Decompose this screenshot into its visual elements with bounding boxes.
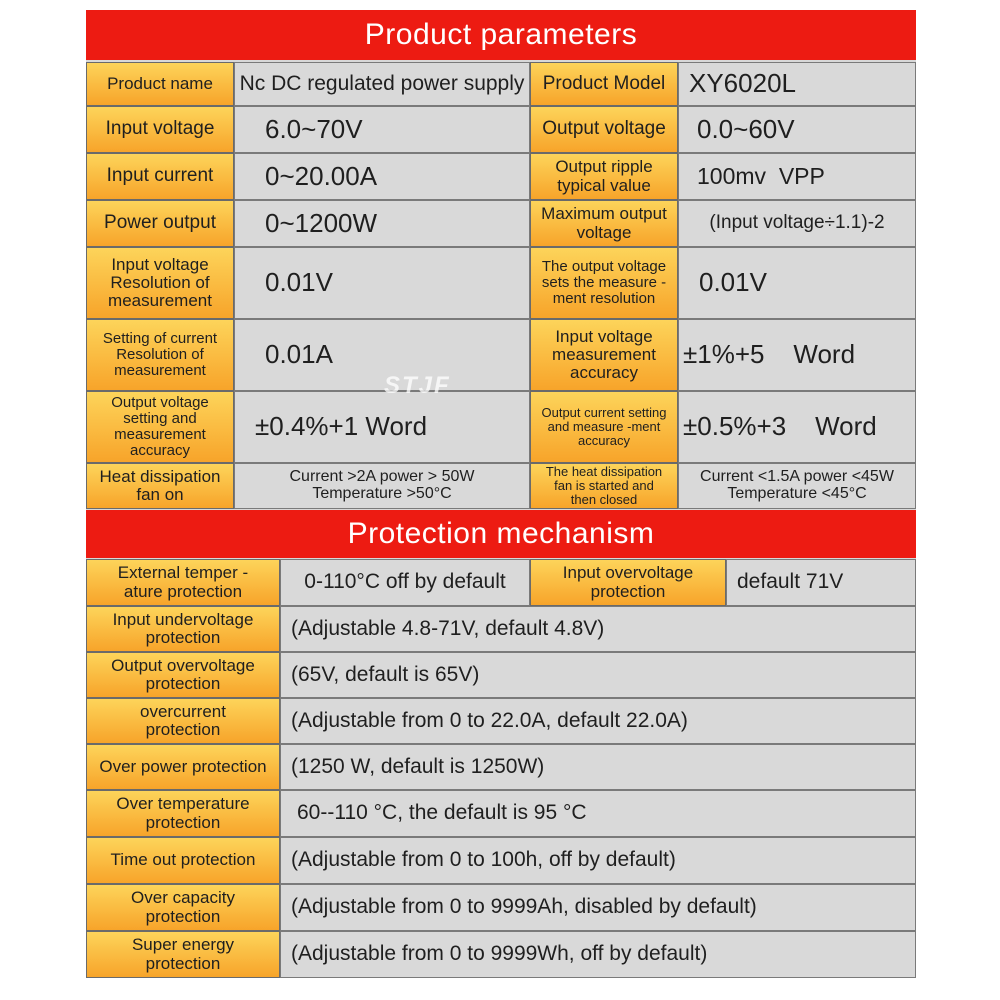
label-fan-off: The heat dissipation fan is started and then closed — [530, 463, 678, 509]
watermark: STJF — [384, 372, 451, 399]
label-current-resolution: Setting of current Resolution of measurement — [86, 319, 234, 391]
value-overcurrent: (Adjustable from 0 to 22.0A, default 22.0A) — [280, 698, 916, 744]
value-fan-off: Current <1.5A power <45W Temperature <45°C — [678, 463, 916, 509]
label-output-voltage-accuracy: Output voltage setting and measurement accuracy — [86, 391, 234, 463]
value-input-overvoltage: default 71V — [726, 559, 916, 606]
label-product-model: Product Model — [530, 62, 678, 106]
label-input-current: Input current — [86, 153, 234, 200]
value-output-voltage-accuracy: ±0.4%+1 Word — [234, 391, 530, 463]
label-over-temperature: Over temperature protection — [86, 790, 280, 837]
label-input-undervoltage: Input undervoltage protection — [86, 606, 280, 652]
value-current-resolution: 0.01A — [234, 319, 530, 391]
value-product-name: Nc DC regulated power supply — [234, 62, 530, 106]
value-max-output-voltage: (Input voltage÷1.1)-2 — [678, 200, 916, 247]
label-input-overvoltage: Input overvoltage protection — [530, 559, 726, 606]
label-max-output-voltage: Maximum output voltage — [530, 200, 678, 247]
label-over-power: Over power protection — [86, 744, 280, 790]
value-output-voltage: 0.0~60V — [678, 106, 916, 153]
value-input-undervoltage: (Adjustable 4.8-71V, default 4.8V) — [280, 606, 916, 652]
label-fan-on: Heat dissipation fan on — [86, 463, 234, 509]
label-super-energy: Super energy protection — [86, 931, 280, 978]
spec-sheet — [86, 10, 916, 978]
value-input-voltage-accuracy: ±1%+5 Word — [678, 319, 916, 391]
label-input-voltage-resolution: Input voltage Resolution of measurement — [86, 247, 234, 319]
value-super-energy: (Adjustable from 0 to 9999Wh, off by default) — [280, 931, 916, 978]
label-external-temperature: External temper -ature protection — [86, 559, 280, 606]
label-time-out: Time out protection — [86, 837, 280, 884]
label-output-current-accuracy: Output current setting and measure -ment accuracy — [530, 391, 678, 463]
label-output-voltage-resolution: The output voltage sets the measure -ment resolution — [530, 247, 678, 319]
value-output-current-accuracy: ±0.5%+3 Word — [678, 391, 916, 463]
label-output-ripple: Output ripple typical value — [530, 153, 678, 200]
value-output-overvoltage: (65V, default is 65V) — [280, 652, 916, 698]
value-fan-on: Current >2A power > 50W Temperature >50°C — [234, 463, 530, 509]
value-input-voltage: 6.0~70V — [234, 106, 530, 153]
protection-mechanism-title: Protection mechanism — [86, 510, 916, 558]
value-over-temperature: 60--110 °C, the default is 95 °C — [280, 790, 916, 837]
label-overcurrent: overcurrent protection — [86, 698, 280, 744]
label-input-voltage: Input voltage — [86, 106, 234, 153]
product-parameters-title: Product parameters — [86, 10, 916, 60]
value-product-model: XY6020L — [678, 62, 916, 106]
value-output-voltage-resolution: 0.01V — [678, 247, 916, 319]
label-over-capacity: Over capacity protection — [86, 884, 280, 931]
value-power-output: 0~1200W — [234, 200, 530, 247]
value-over-capacity: (Adjustable from 0 to 9999Ah, disabled by default) — [280, 884, 916, 931]
value-output-ripple: 100mv VPP — [678, 153, 916, 200]
label-input-voltage-accuracy: Input voltage measurement accuracy — [530, 319, 678, 391]
value-over-power: (1250 W, default is 1250W) — [280, 744, 916, 790]
label-product-name: Product name — [86, 62, 234, 106]
label-power-output: Power output — [86, 200, 234, 247]
label-output-overvoltage: Output overvoltage protection — [86, 652, 280, 698]
value-time-out: (Adjustable from 0 to 100h, off by default) — [280, 837, 916, 884]
value-input-voltage-resolution: 0.01V — [234, 247, 530, 319]
label-output-voltage: Output voltage — [530, 106, 678, 153]
value-input-current: 0~20.00A — [234, 153, 530, 200]
value-external-temperature: 0-110°C off by default — [280, 559, 530, 606]
